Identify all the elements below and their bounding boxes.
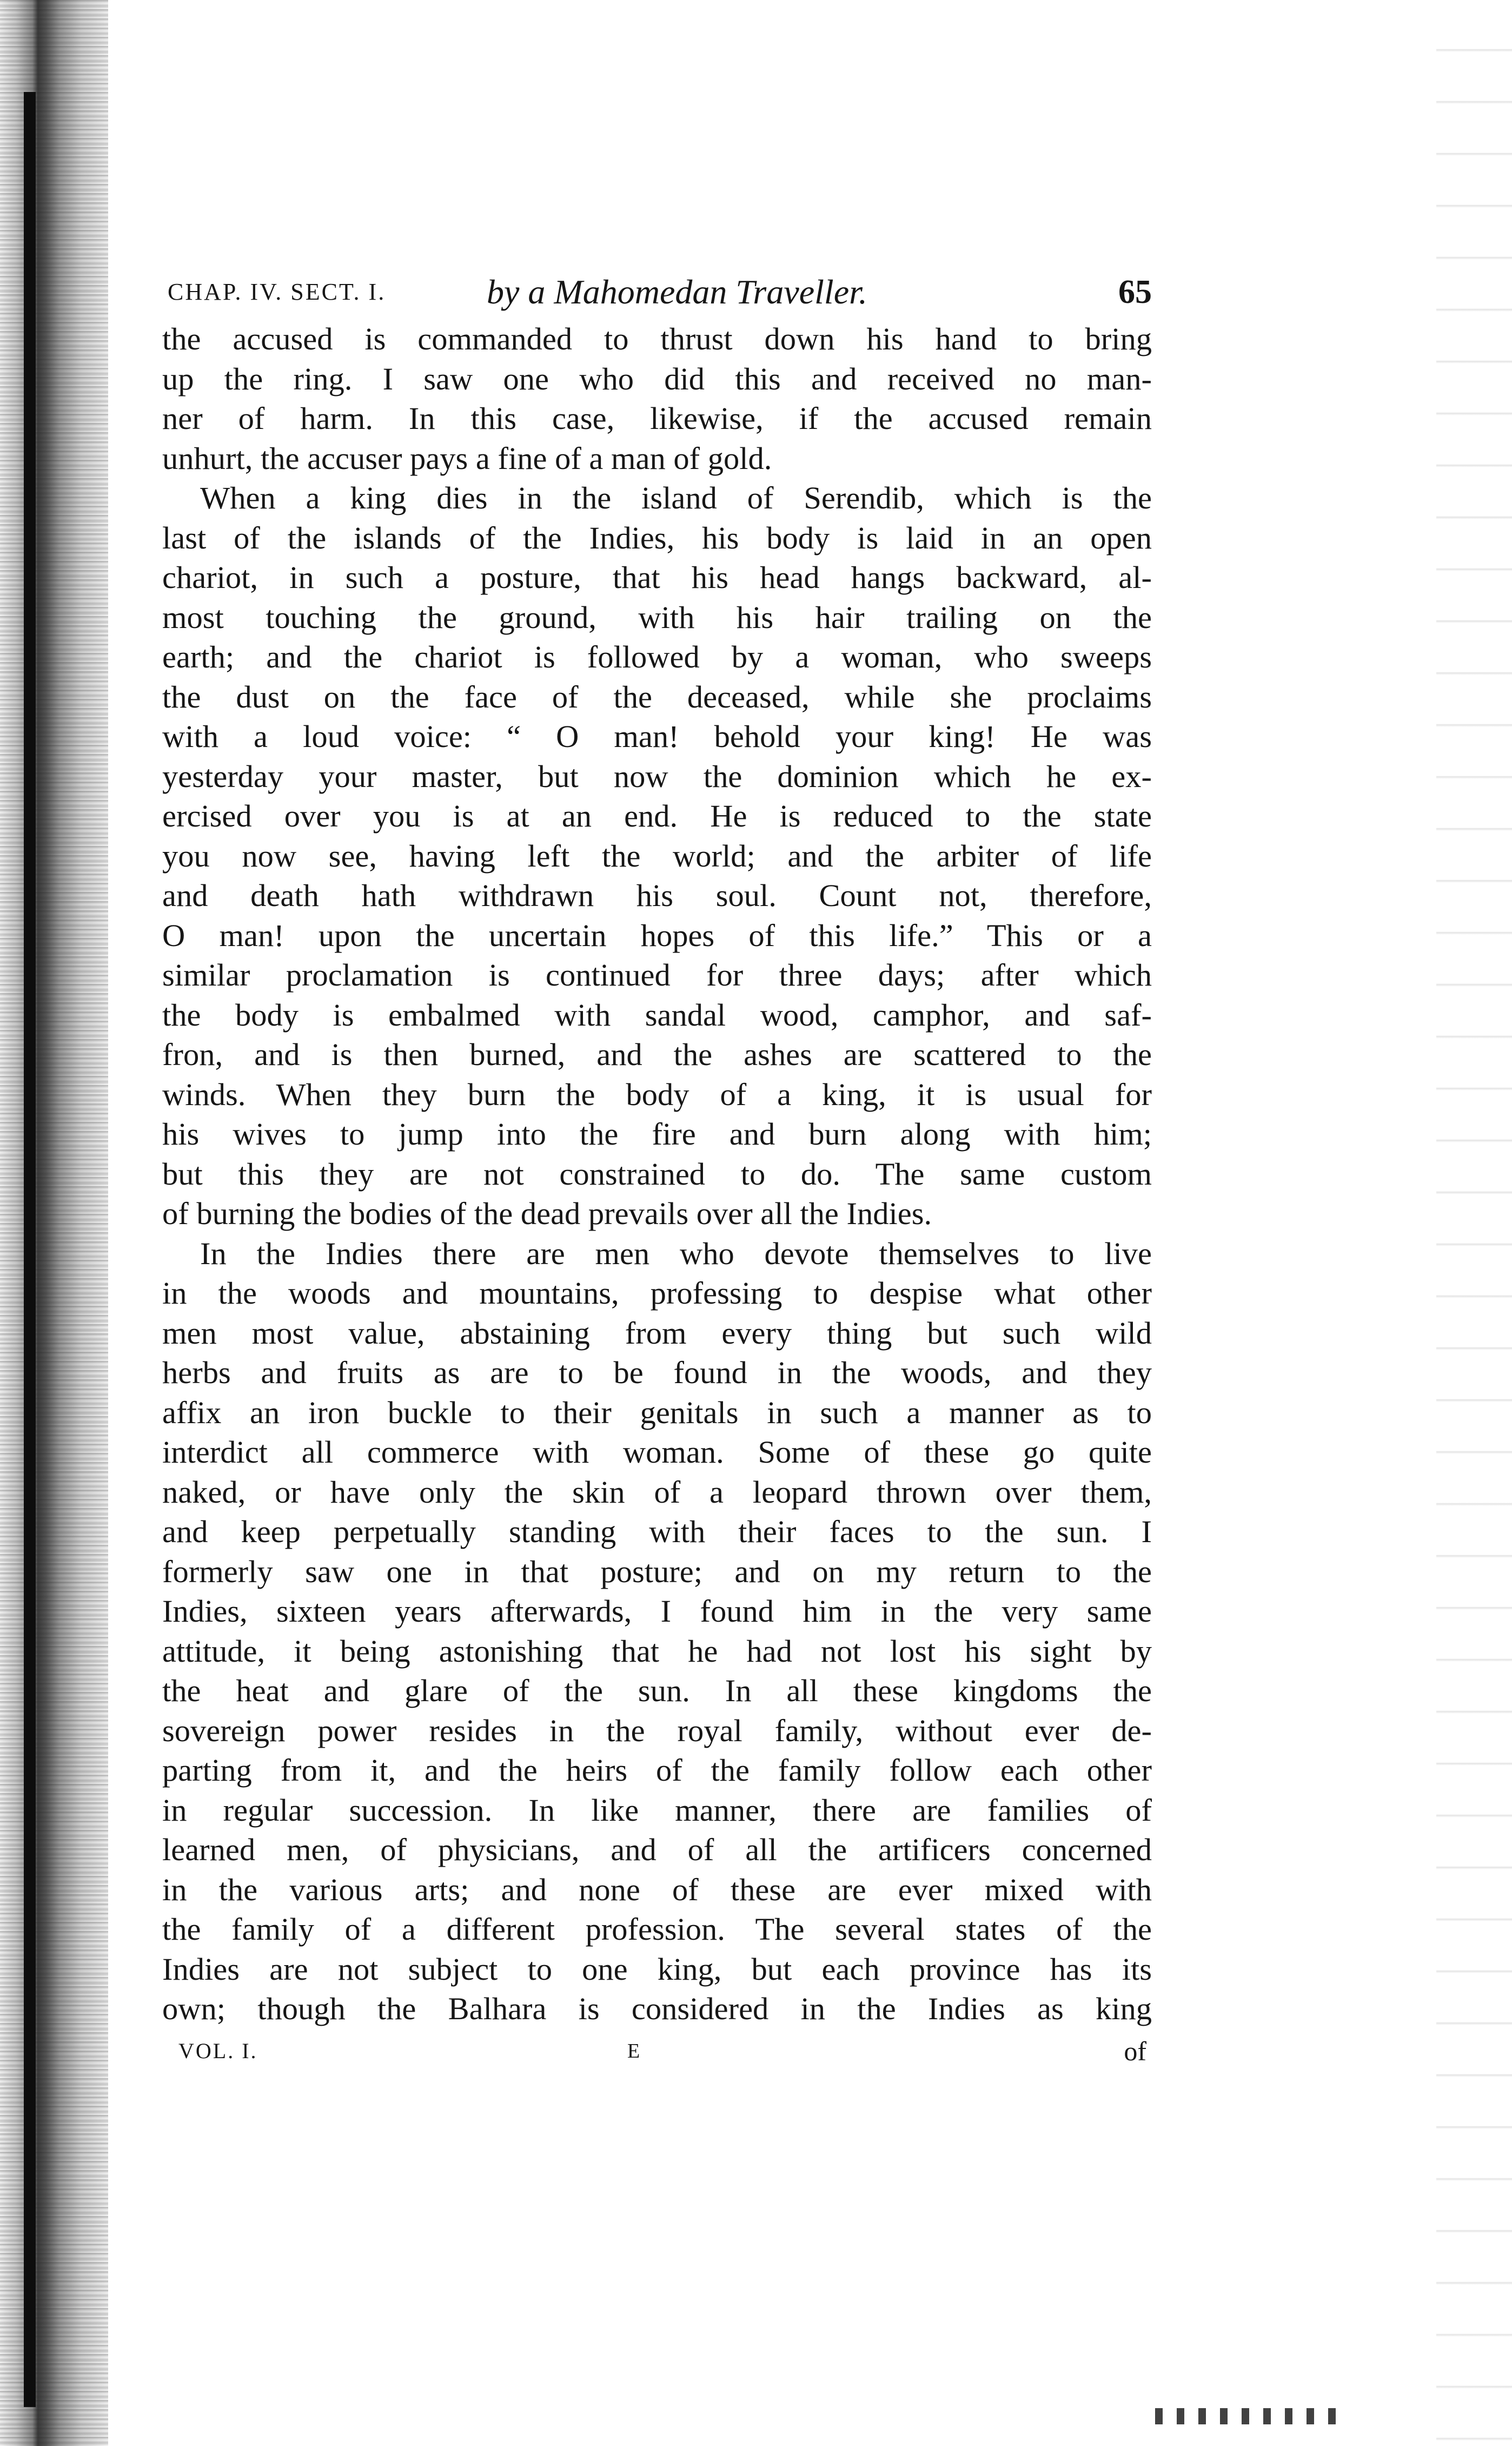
text-line: sovereign power resides in the royal family, without ever de- [162,1713,1152,1748]
text-line: in the woods and mountains, professing to despise what other [162,1275,1152,1311]
text-line: winds. When they burn the body of a king, it is usual for [162,1076,1152,1112]
binding-shadow [24,92,36,2407]
volume-label: VOL. I. [178,2038,258,2063]
text-line: affix an iron buckle to their genitals in such a manner as to [162,1394,1152,1430]
text-line: ercised over you is at an end. He is reduced to the state [162,798,1152,834]
text-line: ner of harm. In this case, likewise, if the accused remain [162,401,1152,436]
text-line: and keep perpetually standing with their faces to the sun. I [162,1514,1152,1549]
text-line: his wives to jump into the fire and burn along with him; [162,1116,1152,1152]
running-title: by a Mahomedan Traveller. [487,273,867,311]
binding-gutter [0,0,108,2446]
text-line: of burning the bodies of the dead prevails over all the Indies. [162,1196,932,1231]
text-line: Indies are not subject to one king, but each province has its [162,1951,1152,1987]
page-footer [162,2032,1152,2070]
text-line: in regular succession. In like manner, there are families of [162,1792,1152,1828]
text-line: parting from it, and the heirs of the family follow each other [162,1753,1152,1788]
text-line: O man! upon the uncertain hopes of this life.” This or a [162,917,1152,953]
book-page [162,270,1152,2070]
text-line: you now see, having left the world; and the arbiter of life [162,838,1152,874]
text-line: fron, and is then burned, and the ashes are scattered to the [162,1037,1152,1072]
text-line: Indies, sixteen years afterwards, I found him in the very same [162,1594,1152,1629]
text-line: last of the islands of the Indies, his body is laid in an open [162,520,1152,556]
text-line: most touching the ground, with his hair trailing on the [162,599,1152,635]
text-line: the body is embalmed with sandal wood, camphor, and saf- [162,997,1152,1033]
text-line: the accused is commanded to thrust down his hand to bring [162,321,1152,356]
chapter-section-label: CHAP. IV. SECT. I. [168,279,386,305]
page-number: 65 [1118,274,1152,310]
catchword: of [1124,2035,1146,2066]
text-line: chariot, in such a posture, that his head hangs backward, al- [162,560,1152,595]
text-line: but this they are not constrained to do. The same custom [162,1156,1152,1192]
text-line: naked, or have only the skin of a leopard thrown over them, [162,1474,1152,1510]
text-line: the heat and glare of the sun. In all these kingdoms the [162,1673,1152,1708]
text-line: and death hath withdrawn his soul. Count not, therefore, [162,878,1152,913]
body-text [162,319,1152,2029]
text-line: earth; and the chariot is followed by a woman, who sweeps [162,639,1152,675]
text-line: with a loud voice: “ O man! behold your king! He was [162,719,1152,754]
text-line: men most value, abstaining from every thing but such wild [162,1315,1152,1351]
text-line: attitude, it being astonishing that he had not lost his sight by [162,1633,1152,1669]
text-line: When a king dies in the island of Serendib, which is the [200,480,1152,515]
text-line: learned men, of physicians, and of all the artificers concerned [162,1832,1152,1867]
text-line: yesterday your master, but now the dominion which he ex- [162,758,1152,794]
text-line: interdict all commerce with woman. Some of these go quite [162,1434,1152,1470]
right-edge-specks [1436,0,1512,2446]
text-line: formerly saw one in that posture; and on my return to the [162,1553,1152,1589]
signature-mark: E [627,2039,640,2062]
text-line: in the various arts; and none of these are ever mixed with [162,1872,1152,1907]
text-line: herbs and fruits as are to be found in the woods, and they [162,1355,1152,1390]
text-line: up the ring. I saw one who did this and received no man- [162,361,1152,396]
text-line: the family of a different profession. The several states of the [162,1912,1152,1947]
text-line: similar proclamation is continued for three days; after which [162,957,1152,993]
bottom-edge-marks [1155,2408,1350,2424]
running-head [162,270,1152,314]
text-line: unhurt, the accuser pays a fine of a man of gold. [162,440,772,476]
text-line: own; though the Balhara is considered in the Indies as king [162,1991,1152,2026]
text-line: In the Indies there are men who devote themselves to live [200,1235,1152,1271]
text-line: the dust on the face of the deceased, while she proclaims [162,679,1152,715]
